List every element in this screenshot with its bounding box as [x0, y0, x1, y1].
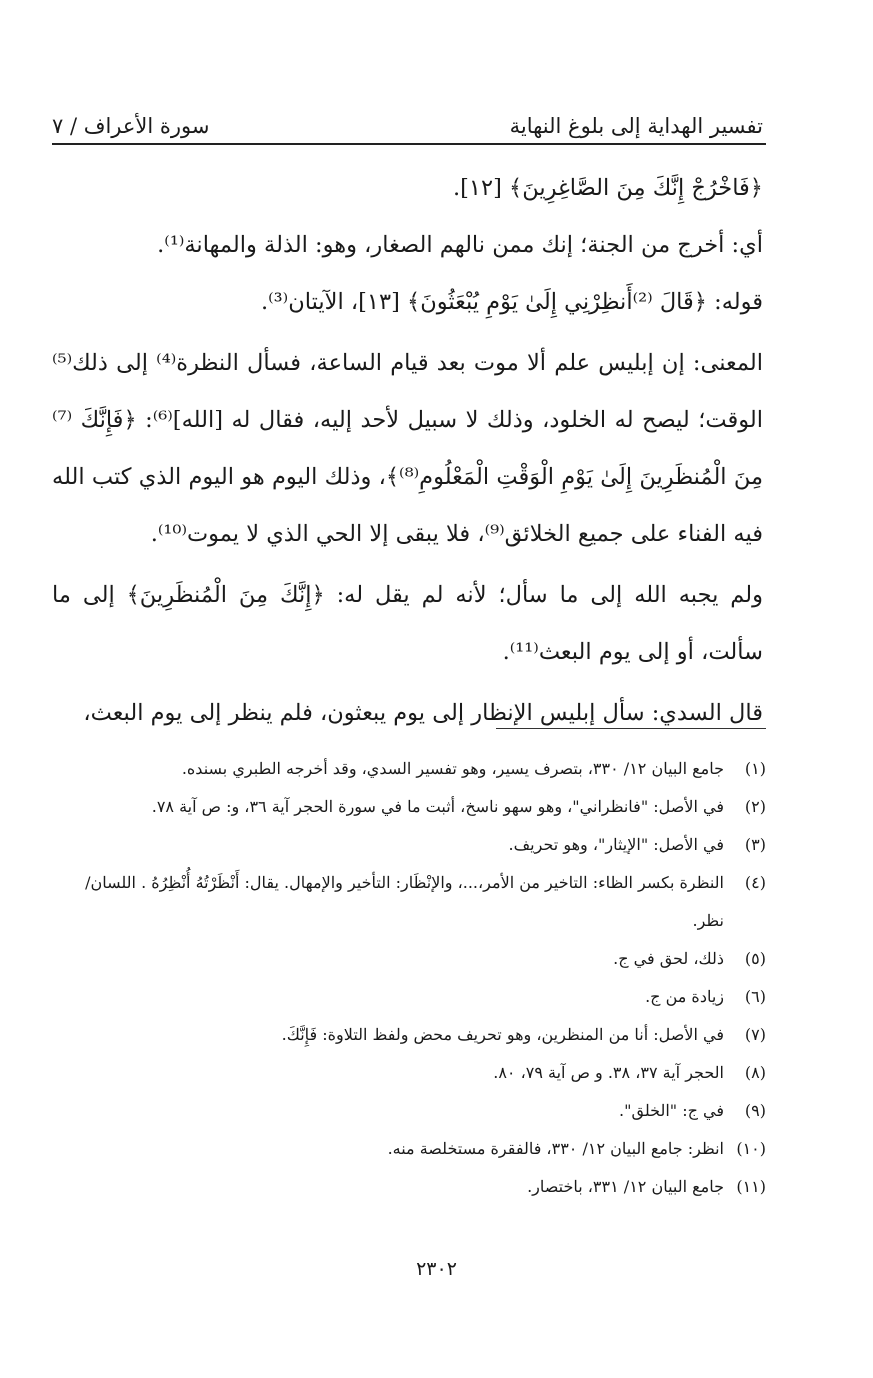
verse-13: قوله: ﴿قَالَ ⁽²⁾أَنظِرْنِي إِلَىٰ يَوْمِ يُبْعَثُونَ﴾ [١٣]، الآيتان⁽³⁾. [260, 289, 763, 315]
footnote: (٣) في الأصل: "الإيثار"، وهو تحريف. [508, 835, 766, 854]
footnote: (٦) زيادة من ج. [645, 987, 766, 1006]
footnote: (١٠) انظر: جامع البيان ١٢/ ٣٣٠، فالفقرة مستخلصة منه. [387, 1139, 766, 1158]
main-text [52, 160, 763, 742]
paragraph-suddi: قال السدي: سأل إبليس الإنظار إلى يوم يبعثون، فلم ينظر إلى يوم البعث، [83, 700, 763, 726]
paragraph-meaning: المعنى: إن إبليس علم ألا موت بعد قيام الساعة، فسأل النظرة⁽⁴⁾ إلى ذلك⁽⁵⁾ الوقت؛ ليصح له الخلود، وذلك لا سبيل لأحد إليه، فقال له [الله]⁽⁶⁾: ﴿فَإِنَّكَ ⁽⁷⁾مِنَ الْمُنظَرِينَ إِلَىٰ يَوْمِ الْوَقْتِ الْمَعْلُومِ⁽⁸⁾﴾، وذلك اليوم هو اليوم الذي كتب الله فيه الفناء على جميع الخلائق⁽⁹⁾، فلا يبقى إلا الحي الذي لا يموت⁽¹⁰⁾. [52, 350, 763, 547]
footnote: (١) جامع البيان ١٢/ ٣٣٠، بتصرف يسير، وهو تفسير السدي، وقد أخرجه الطبري بسنده. [181, 759, 766, 778]
paragraph-explanation: أي: أخرج من الجنة؛ إنك ممن نالهم الصغار، وهو: الذلة والمهانة⁽¹⁾. [157, 232, 763, 258]
header-rule [52, 143, 766, 145]
footnote: (٢) في الأصل: "فانظراني"، وهو سهو ناسخ، أثبت ما في سورة الحجر آية ٣٦، و: ص آية ٧٨. [151, 797, 766, 816]
footnote: (١١) جامع البيان ١٢/ ٣٣١، باختصار. [527, 1177, 766, 1196]
footnote: (٤) النظرة بكسر الظاء: التاخير من الأمر،...، والإنْظَار: التأخير والإمهال. يقال: أَنْظَرْتُهُ أُنْظِرُهُ . اللسان/ نظر. [85, 873, 766, 930]
footnote-rule [496, 728, 766, 729]
footnote: (٨) الحجر آية ٣٧، ٣٨. و ص آية ٧٩، ٨٠. [493, 1063, 766, 1082]
verse-12: ﴿فَاخْرُجْ إِنَّكَ مِنَ الصَّاغِرِينَ﴾ [١٢]. [452, 175, 763, 201]
surah-label: سورة الأعراف / ٧ [52, 114, 210, 138]
page-number: ٢٣٠٢ [416, 1258, 457, 1280]
footnote: (٩) في ج: "الخلق". [619, 1101, 766, 1120]
paragraph-answer: ولم يجبه الله إلى ما سأل؛ لأنه لم يقل له: ﴿إِنَّكَ مِنَ الْمُنظَرِينَ﴾ إلى ما سألت، أو إلى يوم البعث⁽¹¹⁾. [52, 582, 763, 665]
running-header [52, 98, 763, 138]
footnote: (٧) في الأصل: أنا من المنظرين، وهو تحريف محض ولفظ التلاوة: فَإِنَّكَ. [281, 1025, 766, 1044]
footnotes [60, 750, 766, 1206]
book-title: تفسير الهداية إلى بلوغ النهاية [509, 114, 763, 138]
footnote: (٥) ذلك، لحق في ج. [613, 949, 766, 968]
